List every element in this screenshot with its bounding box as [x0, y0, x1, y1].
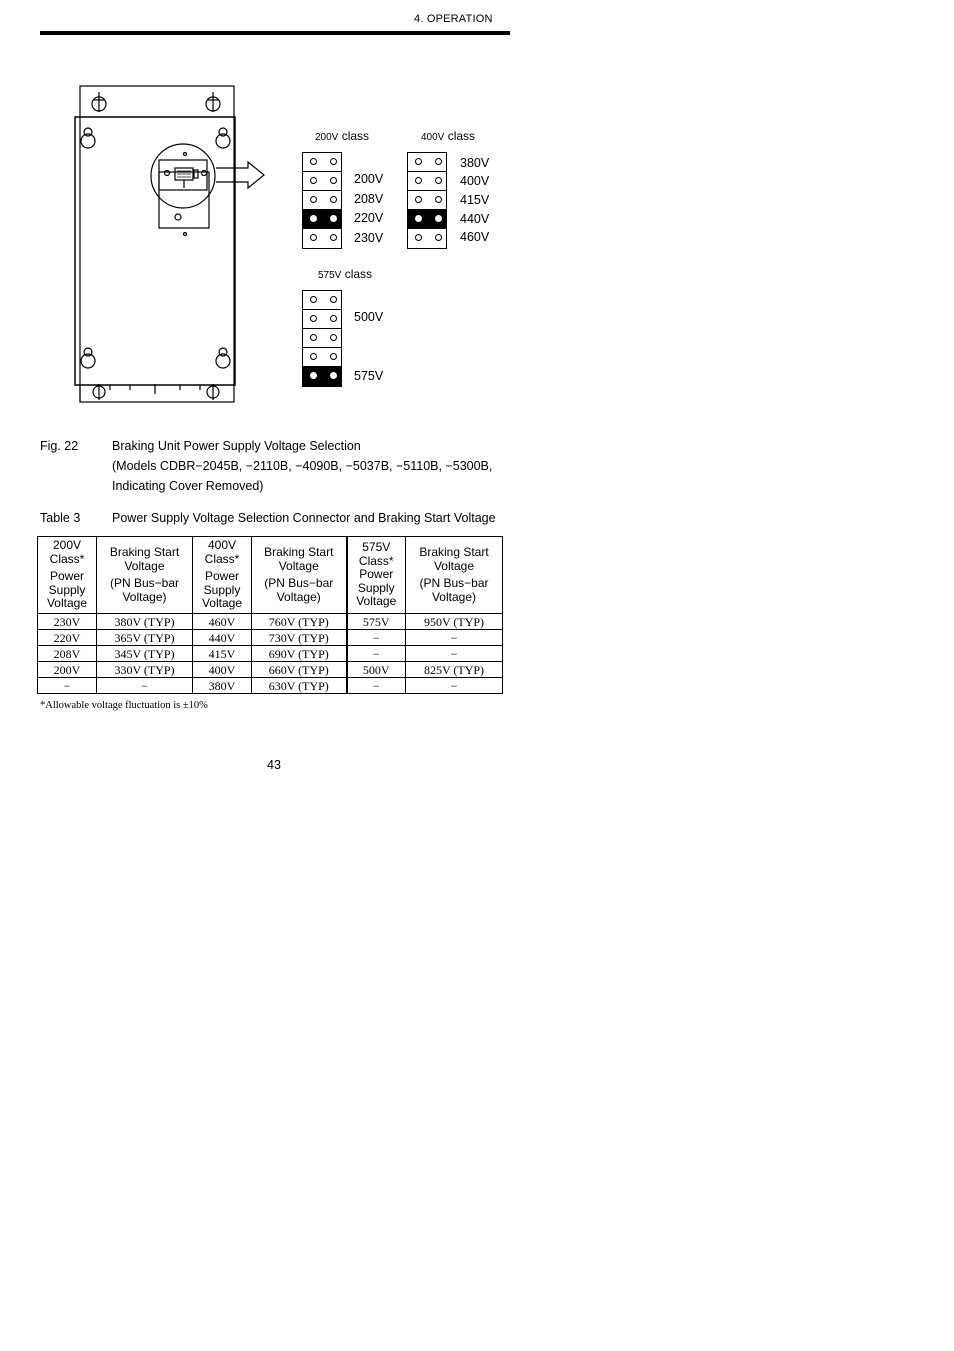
- voltage-selection-table: [37, 536, 503, 694]
- jumper-block-400v: [407, 152, 447, 249]
- figure-caption-label: Fig. 22: [40, 439, 79, 453]
- header-200v-class: 200V Class* Power Supply Voltage: [38, 537, 97, 614]
- table-caption-title: Power Supply Voltage Selection Connector and Braking Start Voltage: [112, 511, 496, 525]
- table-cell: 575V: [347, 614, 406, 630]
- figure-caption-line3: Indicating Cover Removed): [112, 479, 264, 493]
- jumper-row-selected: [408, 210, 446, 229]
- header-braking-start-575: Braking Start Voltage (PN Bus−bar Voltage): [406, 537, 503, 614]
- table-cell: −: [347, 630, 406, 646]
- table-cell: 200V: [38, 662, 97, 678]
- table-cell: 760V (TYP): [252, 614, 347, 630]
- voltage-label-400v: 400V: [460, 174, 490, 188]
- table-cell: 415V: [193, 646, 252, 662]
- jumper-row: [303, 191, 341, 210]
- table-cell: −: [38, 678, 97, 694]
- table-cell: −: [406, 678, 503, 694]
- table-cell: 825V (TYP): [406, 662, 503, 678]
- jumper-row: [408, 153, 446, 172]
- table-cell: 460V: [193, 614, 252, 630]
- jumper-row: [408, 172, 446, 191]
- jumper-row: [408, 229, 446, 248]
- voltage-label-460v: 460V: [460, 230, 490, 244]
- jumper-row-selected: [303, 367, 341, 386]
- figure-caption-line1: Braking Unit Power Supply Voltage Selection: [112, 439, 361, 453]
- table-cell: −: [97, 678, 193, 694]
- table-cell: 690V (TYP): [252, 646, 347, 662]
- voltage-label-200v: 200V: [354, 172, 384, 186]
- table-cell: 440V: [193, 630, 252, 646]
- voltage-label-380v: 380V: [460, 156, 490, 170]
- table-cell: 365V (TYP): [97, 630, 193, 646]
- table-cell: 380V (TYP): [97, 614, 193, 630]
- voltage-label-208v: 208V: [354, 192, 384, 206]
- table-cell: 220V: [38, 630, 97, 646]
- jumper-row: [303, 310, 341, 329]
- table-cell: 230V: [38, 614, 97, 630]
- voltage-label-575v: 575V: [354, 369, 384, 383]
- table-row: [38, 678, 503, 694]
- braking-unit-drawing: [70, 84, 270, 409]
- table-caption-label: Table 3: [40, 511, 81, 525]
- header-400v-class: 400V Class* Power Supply Voltage: [193, 537, 252, 614]
- table-cell: 345V (TYP): [97, 646, 193, 662]
- table-cell: 730V (TYP): [252, 630, 347, 646]
- jumper-row: [303, 172, 341, 191]
- header-braking-start-400: Braking Start Voltage (PN Bus−bar Voltage): [252, 537, 347, 614]
- voltage-label-440v: 440V: [460, 212, 490, 226]
- table-cell: 630V (TYP): [252, 678, 347, 694]
- page-number: 43: [267, 758, 281, 772]
- header-rule: [40, 31, 510, 35]
- table-row: [38, 662, 503, 678]
- jumper-row: [303, 229, 341, 248]
- table-cell: 380V: [193, 678, 252, 694]
- jumper-row: [408, 191, 446, 210]
- jumper-block-200v: [302, 152, 342, 249]
- jumper-row: [303, 153, 341, 172]
- table-cell: 208V: [38, 646, 97, 662]
- table-cell: −: [406, 630, 503, 646]
- figure-caption-line2: (Models CDBR−2045B, −2110B, −4090B, −5037B, −5110B, −5300B,: [112, 459, 493, 473]
- table-header-row: [38, 537, 503, 614]
- jumper-row: [303, 291, 341, 310]
- table-row: [38, 630, 503, 646]
- table-cell: 330V (TYP): [97, 662, 193, 678]
- class-200-label: 200V class: [315, 129, 370, 143]
- class-400-label: 400V class: [421, 129, 476, 143]
- table-row: [38, 646, 503, 662]
- table-cell: 660V (TYP): [252, 662, 347, 678]
- voltage-label-220v: 220V: [354, 211, 384, 225]
- jumper-row: [303, 348, 341, 367]
- voltage-label-415v: 415V: [460, 193, 490, 207]
- jumper-row: [303, 329, 341, 348]
- voltage-label-230v: 230V: [354, 231, 384, 245]
- table-cell: −: [406, 646, 503, 662]
- class-575-label: 575V class: [318, 267, 373, 281]
- table-cell: 950V (TYP): [406, 614, 503, 630]
- table-cell: −: [347, 646, 406, 662]
- header-575v-class: 575V Class* Power Supply Voltage: [347, 537, 406, 614]
- jumper-row-selected: [303, 210, 341, 229]
- header-braking-start-200: Braking Start Voltage (PN Bus−bar Voltage): [97, 537, 193, 614]
- table-row: [38, 614, 503, 630]
- table-cell: 500V: [347, 662, 406, 678]
- footnote: *Allowable voltage fluctuation is ±10%: [40, 700, 208, 711]
- table-cell: −: [347, 678, 406, 694]
- table-cell: 400V: [193, 662, 252, 678]
- jumper-block-575v: [302, 290, 342, 387]
- voltage-label-500v: 500V: [354, 310, 384, 324]
- running-header: 4. OPERATION: [414, 13, 493, 25]
